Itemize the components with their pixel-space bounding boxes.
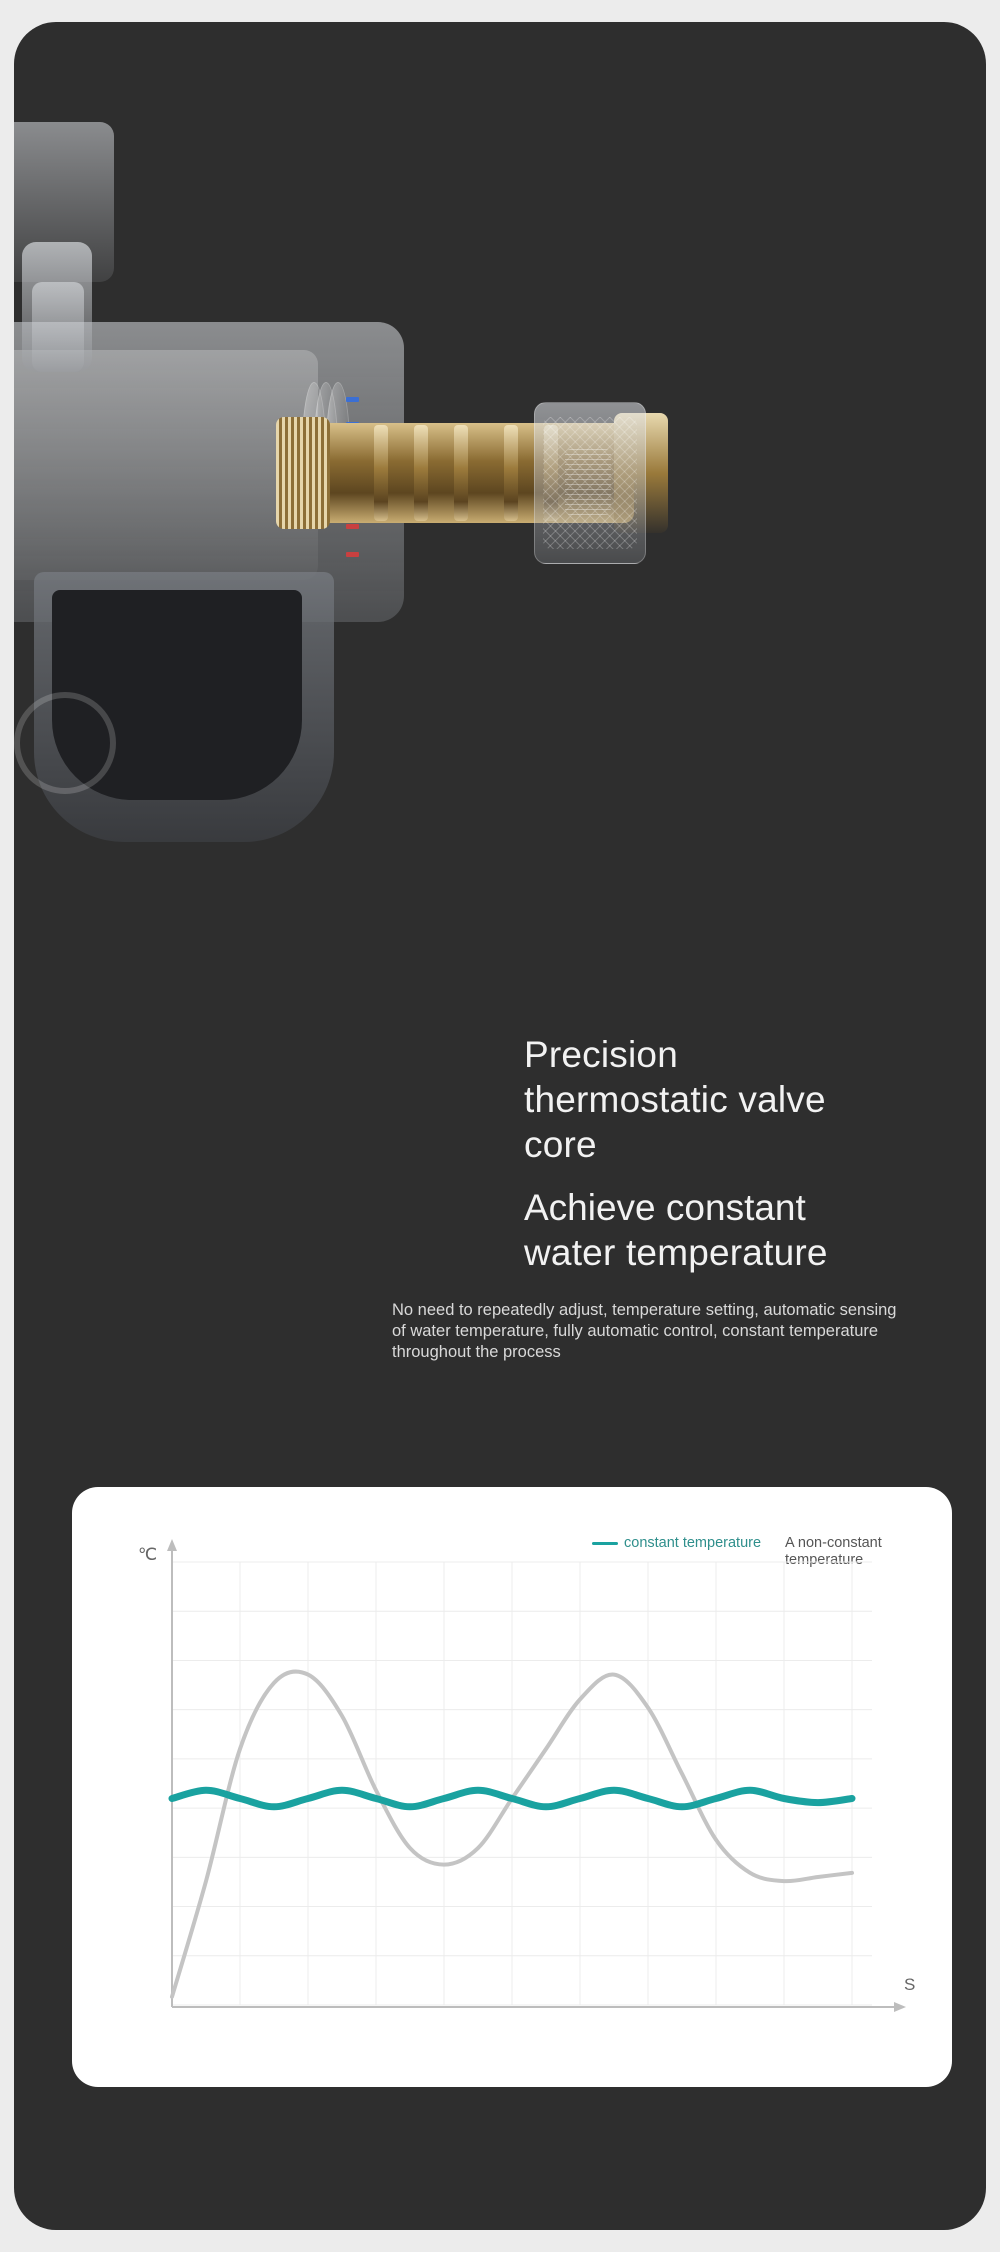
headline-line-3: core [524, 1124, 597, 1165]
headline-line-5: water temperature [524, 1232, 828, 1273]
legend-label-constant: constant temperature [624, 1535, 762, 1551]
product-illustration [14, 132, 934, 1012]
cartridge-seg-1 [374, 425, 388, 521]
headline-line-4: Achieve constant [524, 1187, 806, 1228]
y-axis-label: ℃ [138, 1545, 158, 1564]
filter-core [565, 449, 611, 515]
cartridge-seg-2 [414, 425, 428, 521]
scale-tick-red-2 [346, 552, 359, 557]
legend-label-nonconstant: A non-constant temperature [785, 1535, 882, 1568]
scale-tick-blue-1 [346, 397, 359, 402]
headline-line-1: Precision [524, 1034, 678, 1075]
chart-area [72, 1487, 952, 2087]
chart-svg [72, 1487, 952, 2087]
adjust-knob-inner [32, 282, 84, 372]
temperature-chart-card [72, 1487, 952, 2087]
coil-fitting [14, 692, 116, 794]
x-axis-arrow [894, 2002, 906, 2012]
cartridge-knurled-head [276, 417, 330, 529]
x-axis-label: S [904, 1975, 916, 1994]
product-promo-card [14, 22, 986, 2230]
cartridge-seg-3 [454, 425, 468, 521]
headline-line-2: thermostatic valve [524, 1079, 826, 1120]
thermostatic-cartridge [314, 407, 744, 537]
filter-cap [534, 402, 646, 564]
headline-block [524, 1032, 944, 1275]
cartridge-seg-4 [504, 425, 518, 521]
y-axis-arrow [167, 1539, 177, 1551]
description-text: No need to repeatedly adjust, temperature setting, automatic sensing of water temperature, fully automatic control, constant temperature throughout the process [392, 1301, 897, 1361]
